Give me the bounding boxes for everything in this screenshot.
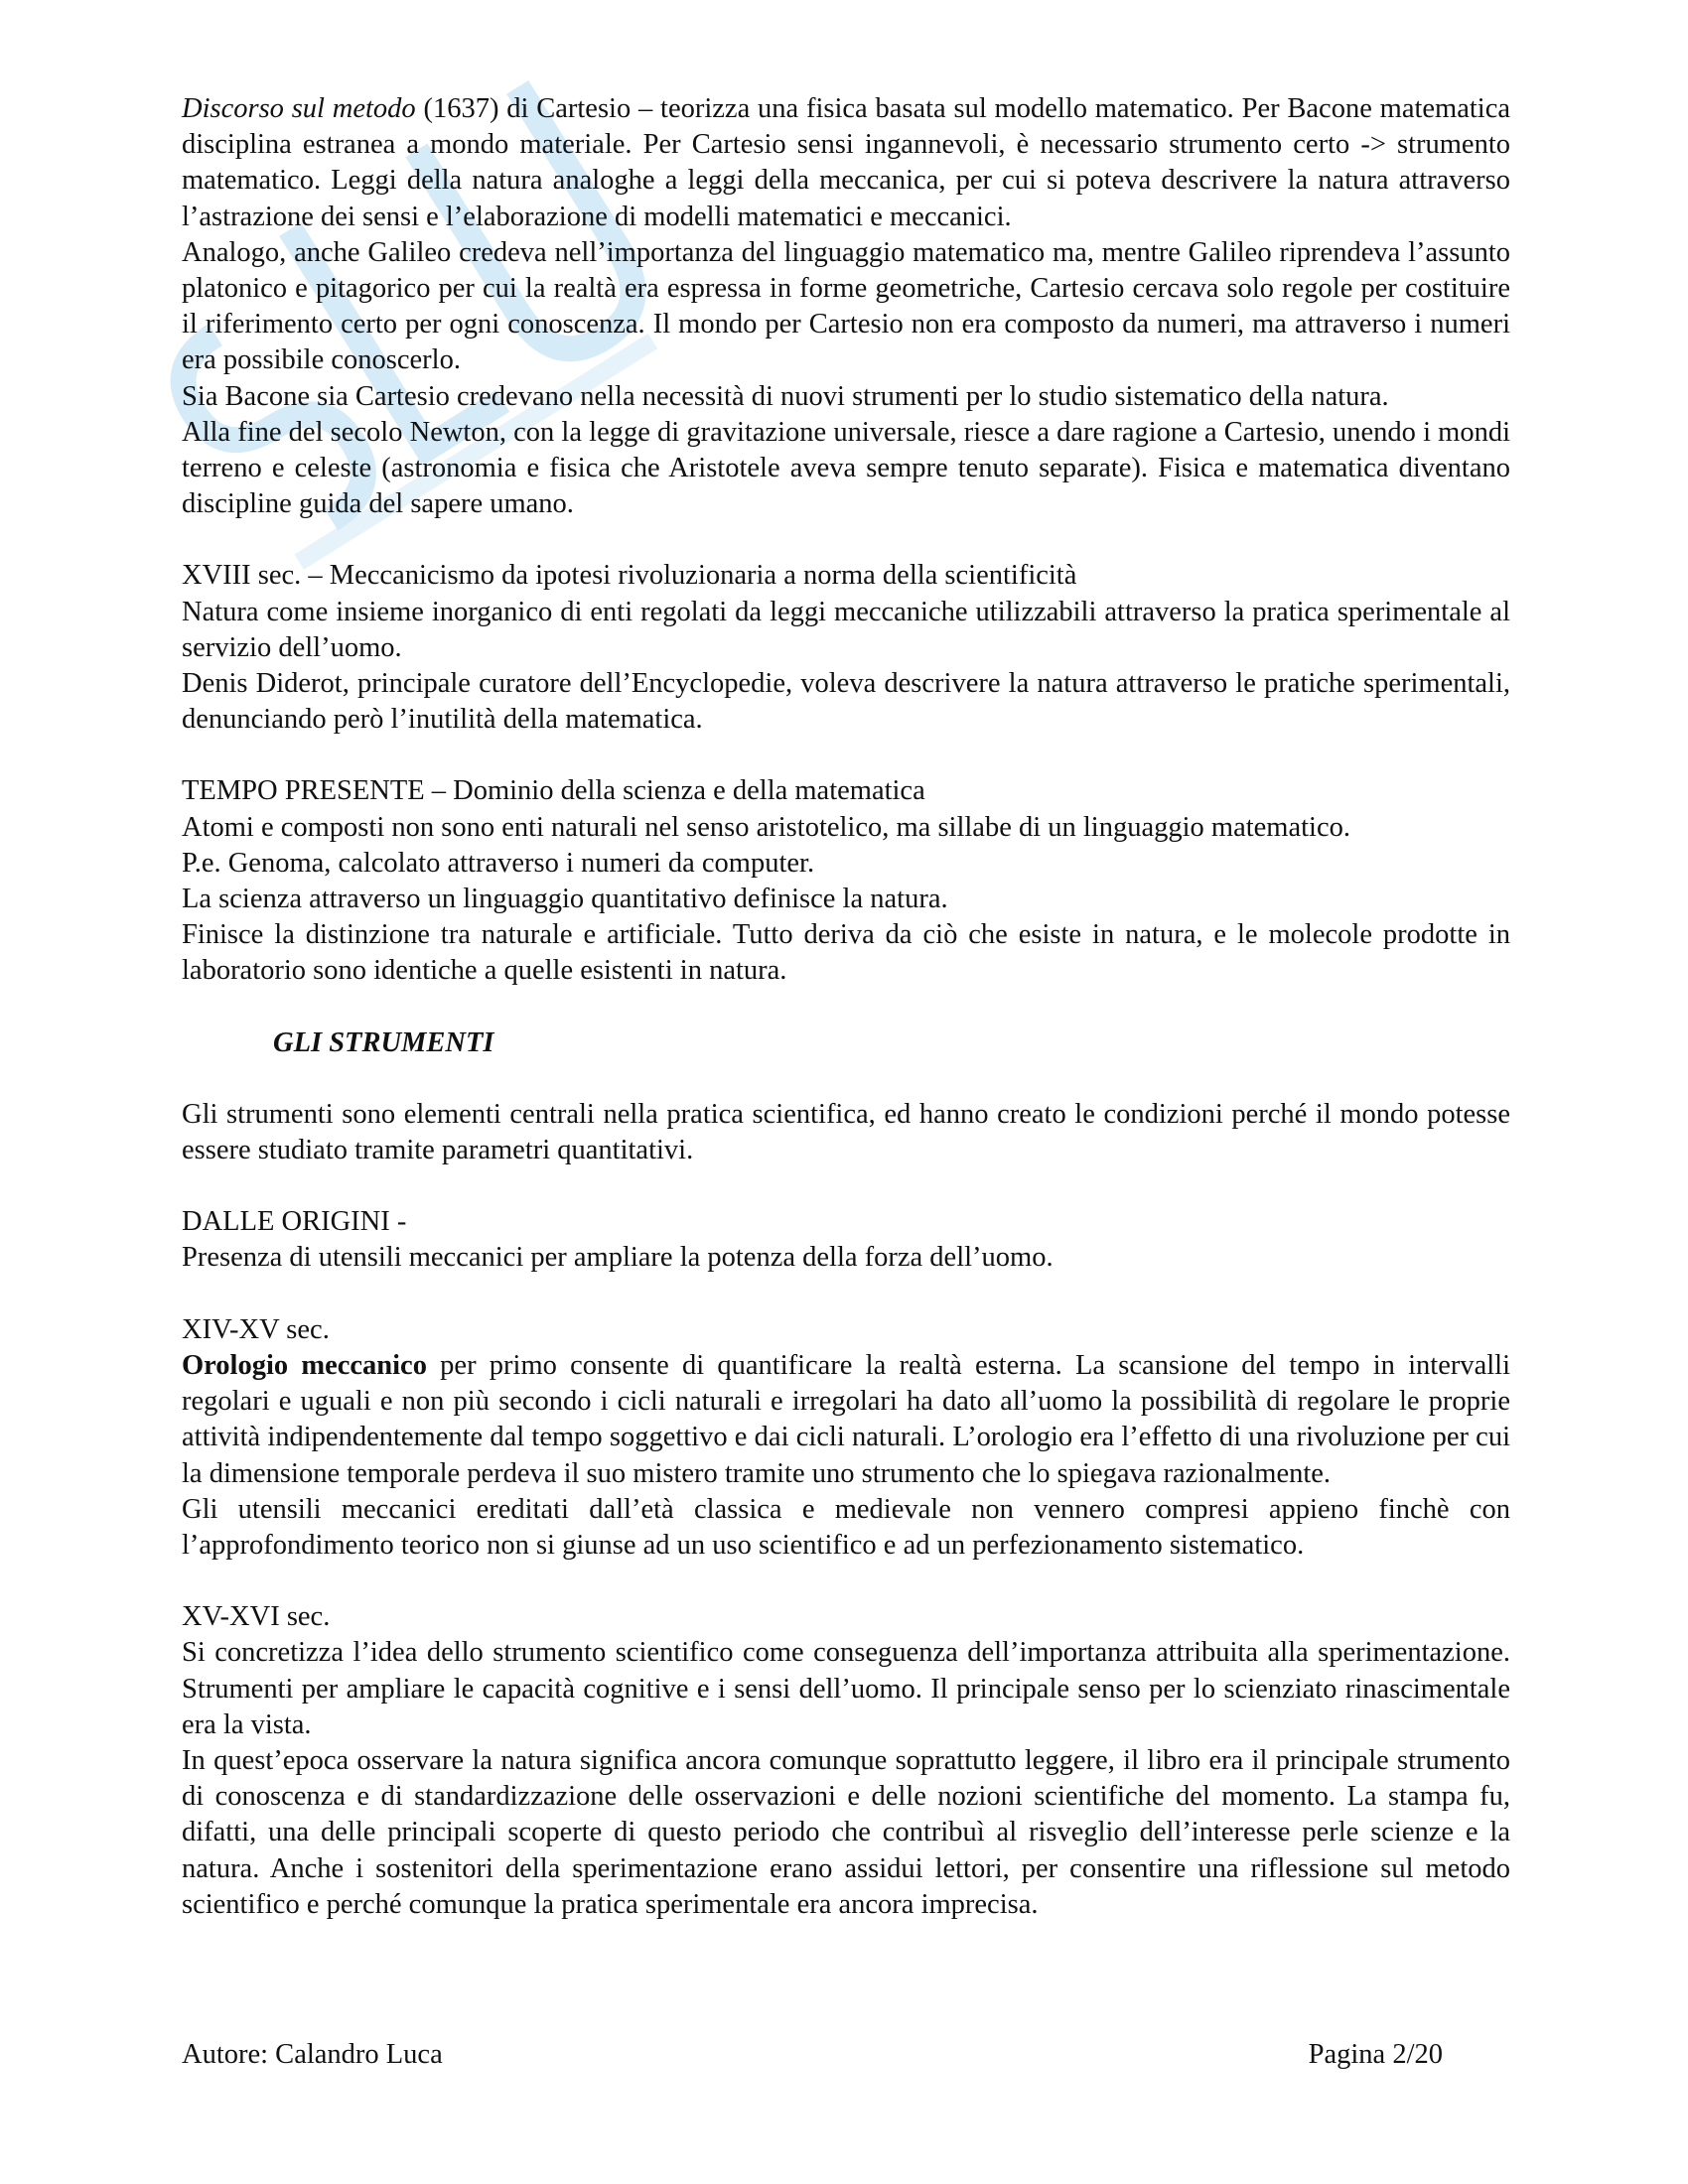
paragraph: Alla fine del secolo Newton, con la legge di gravitazione universale, riesce a dare ragione a Cartesio, unendo i mondi terreno e celeste (astronomia e fisica che Aristotele aveva sempre tenuto separate). Fisica e matematica diventano discipline guida del sapere umano. bbox=[182, 416, 1510, 520]
section-label: XV-XVI sec. bbox=[182, 1601, 331, 1633]
book-title: Discorso sul metodo bbox=[182, 93, 416, 124]
paragraph: Gli strumenti sono elementi centrali nella pratica scientifica, ed hanno creato le condizioni perché il mondo potesse essere studiato tramite parametri quantitativi. bbox=[182, 1098, 1510, 1166]
section-label: XVIII sec. – Meccanicismo da ipotesi rivoluzionaria a norma della scientificità bbox=[182, 560, 1077, 592]
section-label: DALLE ORIGINI - bbox=[182, 1206, 407, 1238]
paragraph: La scienza attraverso un linguaggio quantitativo definisce la natura. bbox=[182, 884, 948, 915]
section-label: TEMPO PRESENTE – Dominio della scienza e della matematica bbox=[182, 775, 925, 807]
paragraph: Si concretizza l’idea dello strumento scientifico come conseguenza dell’importanza attribuita alla sperimentazione. Strumenti per ampliare le capacità cognitive e i sensi dell’uomo. Il principale senso per lo scienziato rinascimentale era la vista. bbox=[182, 1637, 1510, 1740]
paragraph: Discorso sul metodo (1637) di Cartesio – teorizza una fisica basata sul modello matematico. Per Bacone matematica disciplina estranea a mondo materiale. Per Cartesio sensi ingannevoli, è necessario strumento certo -> strumento matematico. Leggi della natura analoghe a leggi della meccanica, per cui si poteva descrivere la natura attraverso l’astrazione dei sensi e l’elaborazione di modelli matematici e meccanici. bbox=[182, 93, 1510, 232]
section-label: XIV-XV sec. bbox=[182, 1313, 330, 1345]
paragraph: In quest’epoca osservare la natura significa ancora comunque soprattutto leggere, il libro era il principale strumento di conoscenza e di standardizzazione delle osservazioni e delle nozioni scientifiche del momento. La stampa fu, difatti, una delle principali scoperte di questo periodo che contribuì al risveglio dell’interesse perle scienze e la natura. Anche i sostenitori della sperimentazione erano assidui lettori, per consentire una riflessione sul metodo scientifico e perché comunque la pratica sperimentale era ancora imprecisa. bbox=[182, 1744, 1510, 1920]
paragraph: Sia Bacone sia Cartesio credevano nella necessità di nuovi strumenti per lo studio sistematico della natura. bbox=[182, 380, 1389, 412]
paragraph: Gli utensili meccanici ereditati dall’età classica e medievale non vennero compresi appieno finchè con l’approfondimento teorico non si giunse ad un uso scientifico e ad un perfezionamento sistematico. bbox=[182, 1493, 1510, 1561]
paragraph: P.e. Genoma, calcolato attraverso i numeri da computer. bbox=[182, 847, 815, 879]
footer-page-number: Pagina 2/20 bbox=[1308, 2039, 1443, 2070]
page-footer bbox=[182, 2037, 1443, 2073]
paragraph: Denis Diderot, principale curatore dell’Encyclopedie, voleva descrivere la natura attraverso le pratiche sperimentali, denunciando però l’inutilità della matematica. bbox=[182, 668, 1510, 736]
paragraph: Analogo, anche Galileo credeva nell’importanza del linguaggio matematico ma, mentre Galileo riprendeva l’assunto platonico e pitagorico per cui la realtà era espressa in forme geometriche, Cartesio cercava solo regole per costituire il riferimento certo per ogni conoscenza. Il mondo per Cartesio non era composto da numeri, ma attraverso i numeri era possibile conoscerlo. bbox=[182, 236, 1510, 376]
paragraph: Finisce la distinzione tra naturale e artificiale. Tutto deriva da ciò che esiste in natura, e le molecole prodotte in laboratorio sono identiche a quelle esistenti in natura. bbox=[182, 919, 1510, 987]
bold-term: Orologio meccanico bbox=[182, 1349, 427, 1381]
paragraph: Atomi e composti non sono enti naturali nel senso aristotelico, ma sillabe di un linguaggio matematico. bbox=[182, 811, 1350, 843]
paragraph: Orologio meccanico per primo consente di quantificare la realtà esterna. La scansione del tempo in intervalli regolari e uguali e non più secondo i cicli naturali e irregolari ha dato all’uomo la possibilità di regolare le proprie attività indipendentemente dal tempo soggettivo e dai cicli naturali. L’orologio era l’effetto di una rivoluzione per cui la dimensione temporale perdeva il suo mistero tramite uno strumento che lo spiegava razionalmente. bbox=[182, 1349, 1511, 1489]
section-heading: GLI STRUMENTI bbox=[273, 1026, 494, 1058]
paragraph: Presenza di utensili meccanici per ampliare la potenza della forza dell’uomo. bbox=[182, 1242, 1054, 1274]
footer-author: Autore: Calandro Luca bbox=[182, 2039, 443, 2070]
paragraph: Natura come insieme inorganico di enti regolati da leggi meccaniche utilizzabili attraverso la pratica sperimentale al servizio dell’uomo. bbox=[182, 596, 1510, 663]
document-body bbox=[182, 91, 1510, 1923]
